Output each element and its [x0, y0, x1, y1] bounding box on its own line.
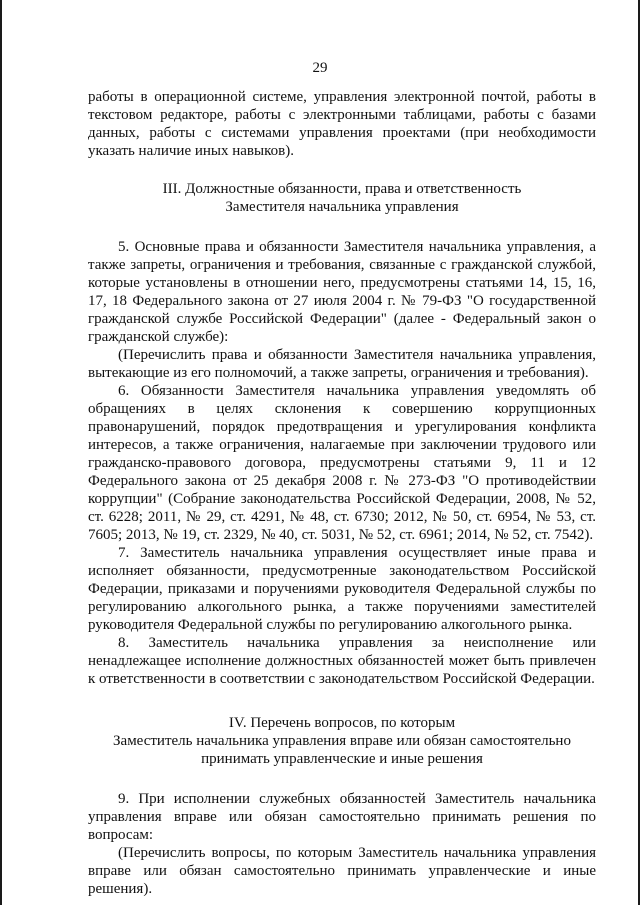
paragraph-5: 5. Основные права и обязанности Заместителя начальника управления, а также запреты, ограничения и требования, связанные с гражданской службой, которые установлены в отношении него, предусмотрены статьями 14, 15, 16, 17, 18 Федерального закона от 27 июля 2004 г. № 79-ФЗ "О государственной гражданской службе Российской Федерации" (далее - Федеральный закон о гражданской службе):	[88, 239, 596, 345]
section-3-title-line: III. Должностные обязанности, права и ответственность	[162, 181, 522, 197]
paragraph-7: 7. Заместитель начальника управления осуществляет иные права и исполняет обязанности, предусмотренные законодательством Российской Федерации, приказами и поручениями руководителя Федеральной службы по регулированию алкогольного рынка, а также поручениями заместителей руководителя Федеральной службы по регулированию алкогольного рынка.	[88, 545, 596, 633]
section-heading-4	[88, 714, 596, 768]
section-4-title-line: IV. Перечень вопросов, по которым	[228, 715, 456, 731]
paragraph-9: 9. При исполнении служебных обязанностей Заместитель начальника управления вправе или обязан самостоятельно принимать решения по вопросам:	[88, 791, 596, 843]
page-number: 29	[312, 60, 328, 76]
paragraph-6: 6. Обязанности Заместителя начальника управления уведомлять об обращениях в целях склонения к совершению коррупционных правонарушений, порядок предотвращения и урегулирования конфликта интересов, а также ограничения, налагаемые при заключении трудового или гражданско-правового договора, предусмотрены статьями 9, 11 и 12 Федерального закона от 25 декабря 2008 г. № 273-ФЗ "О противодействии коррупции" (Собрание законодательства Российской Федерации, 2008, № 52, ст. 6228; 2011, № 29, ст. 4291, № 48, ст. 6730; 2012, № 50, ст. 6954, № 53, ст. 7605; 2013, № 19, ст. 2329, № 40, ст. 5031, № 52, ст. 6961; 2014, № 52, ст. 7542).	[88, 383, 596, 543]
paragraph-9-note: (Перечислить вопросы, по которым Заместитель начальника управления вправе или обязан самостоятельно принимать управленческие и иные решения).	[88, 845, 596, 897]
section-4-title-line: принимать управленческие и иные решения	[201, 751, 483, 767]
document-body	[88, 88, 596, 898]
paragraph-5-note: (Перечислить права и обязанности Заместителя начальника управления, вытекающие из его полномочий, а также запреты, ограничения и требования).	[88, 347, 596, 381]
section-3-title-line: Заместителя начальника управления	[225, 199, 459, 215]
paragraph-continuation: работы в операционной системе, управления электронной почтой, работы в текстовом редакторе, работы с электронными таблицами, работы с базами данных, работы с системами управления проектами (при необходимости указать наличие иных навыков).	[88, 89, 596, 159]
section-4-title-line: Заместитель начальника управления вправе или обязан самостоятельно	[113, 733, 571, 749]
section-heading-3	[88, 180, 596, 216]
paragraph-8: 8. Заместитель начальника управления за неисполнение или ненадлежащее исполнение должностных обязанностей может быть привлечен к ответственности в соответствии с законодательством Российской Федерации.	[88, 635, 596, 687]
